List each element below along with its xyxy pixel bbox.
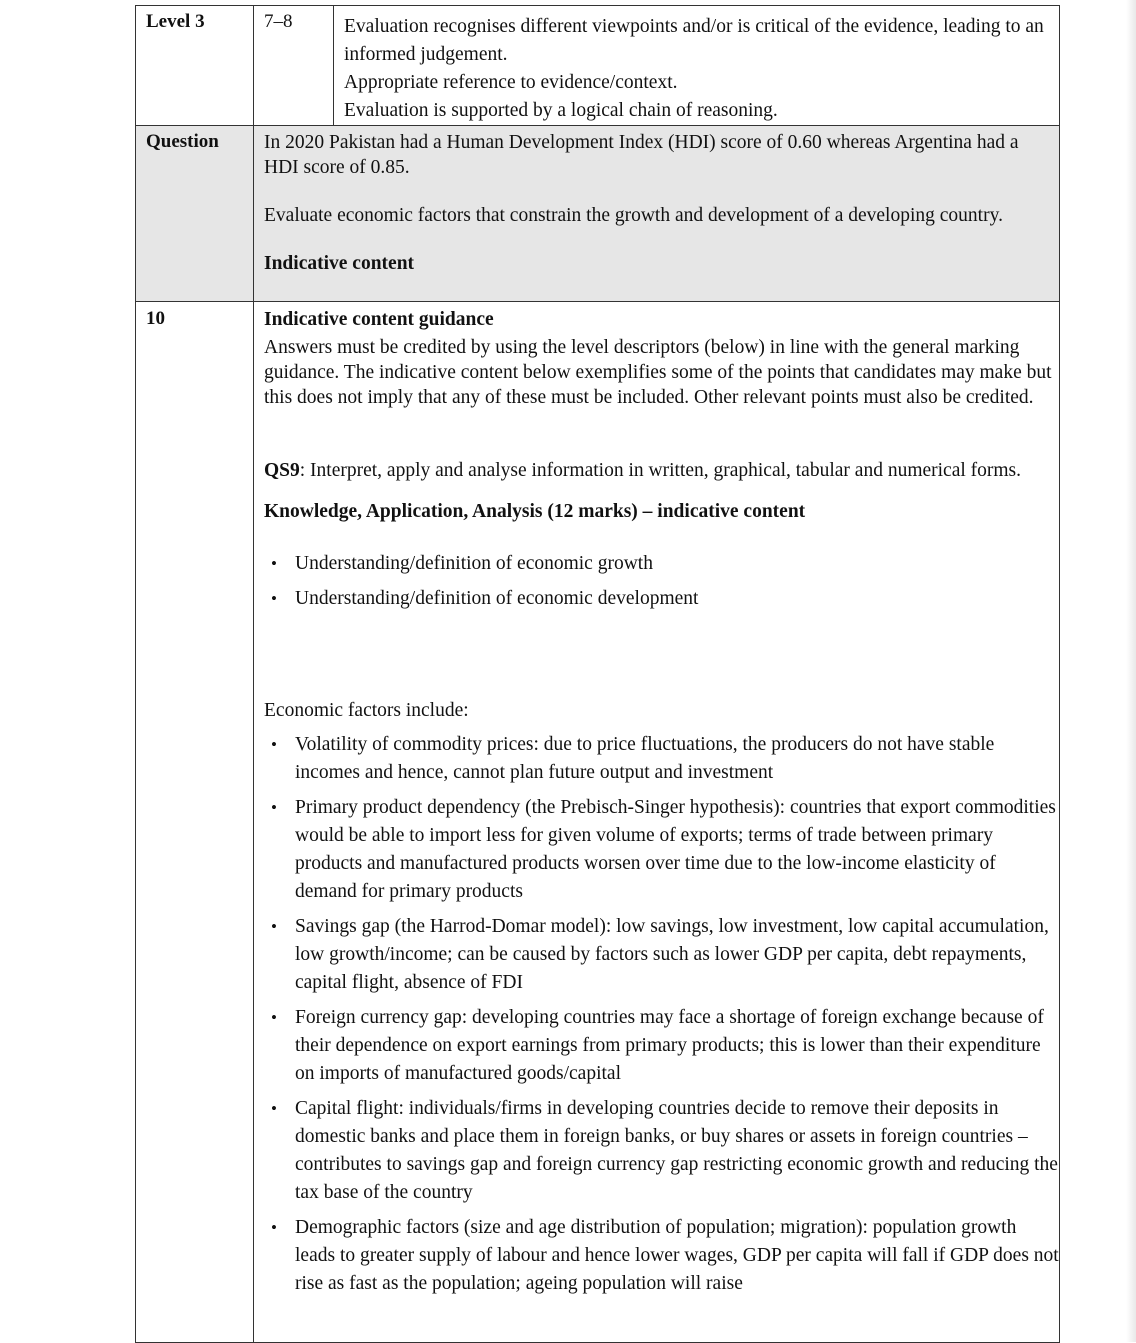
list-item: • Foreign currency gap: developing countries may face a shortage of foreign exchange because of their dependence on export earnings from primary products; this is lower than their expenditure on imports of manufactured goods/capital — [264, 1004, 1059, 1088]
guidance-heading: Indicative content guidance — [264, 309, 494, 330]
question-10-row — [136, 302, 1060, 1343]
question-prompt: Evaluate economic factors that constrain the growth and development of a developing country. — [264, 205, 1003, 226]
page-edge-shadow — [1126, 0, 1136, 1342]
factors-list — [264, 731, 1059, 1298]
bullet-icon: • — [271, 917, 277, 936]
descriptor-cell — [334, 6, 1060, 126]
bullet-icon: • — [271, 1218, 277, 1237]
factors-intro: Economic factors include: — [264, 700, 469, 721]
bullet-icon: • — [271, 1099, 277, 1118]
qs9-label: QS9 — [264, 460, 300, 481]
bullet-icon: • — [271, 735, 277, 754]
qs9-text: : Interpret, apply and analyse information in written, graphical, tabular and numerical forms. — [299, 460, 1022, 481]
understanding-list — [264, 550, 1059, 613]
marks-range: 7–8 — [264, 11, 293, 32]
list-item: • Understanding/definition of economic growth — [264, 550, 1059, 578]
list-item: • Capital flight: individuals/firms in developing countries decide to remove their deposits in domestic banks and place them in foreign banks, or buy shares or assets in foreign countries – contributes to savings gap and foreign currency gap restricting economic growth and reducing the tax base of the country — [264, 1095, 1059, 1207]
bullet-icon: • — [271, 589, 277, 608]
question-label-cell — [136, 126, 254, 302]
question-number: 10 — [146, 308, 165, 329]
marks-cell — [254, 6, 334, 126]
question-label: Question — [146, 131, 219, 152]
kaa-heading: Knowledge, Application, Analysis (12 marks) – indicative content — [264, 501, 806, 522]
bullet-icon: • — [271, 1008, 277, 1027]
question-row — [136, 126, 1060, 302]
list-item: • Volatility of commodity prices: due to price fluctuations, the producers do not have stable incomes and hence, cannot plan future output and investment — [264, 731, 1059, 787]
descriptor-text: Evaluation recognises different viewpoints and/or is critical of the evidence, leading to an informed judgement. — [344, 16, 1044, 65]
guidance-text: Answers must be credited by using the level descriptors (below) in line with the general marking guidance. The indicative content below exemplifies some of the points that candidates may make but this does not imply that any of these must be included. Other relevant points must also be credited. — [264, 337, 1052, 408]
bullet-icon: • — [271, 798, 277, 817]
question-number-cell — [136, 302, 254, 1343]
list-item: • Primary product dependency (the Prebisch-Singer hypothesis): countries that export commodities would be able to import less for given volume of exports; terms of trade between primary products and manufactured products worsen over time due to the low-income elasticity of demand for primary products — [264, 794, 1059, 906]
list-item: • Demographic factors (size and age distribution of population; migration): population growth leads to greater supply of labour and hence lower wages, GDP per capita will fall if GDP does not rise as fast as the population; ageing population will raise — [264, 1214, 1059, 1298]
level-3-row — [136, 6, 1060, 126]
mark-scheme-table — [135, 5, 1060, 1343]
level-label-cell — [136, 6, 254, 126]
list-item: • Understanding/definition of economic development — [264, 585, 1059, 613]
list-item: • Savings gap (the Harrod-Domar model): low savings, low investment, low capital accumulation, low growth/income; can be caused by factors such as lower GDP per capita, debt repayments, capital flight, absence of FDI — [264, 913, 1059, 997]
bullet-icon: • — [271, 554, 277, 573]
level-label: Level 3 — [146, 11, 205, 32]
indicative-content-cell — [254, 302, 1060, 1343]
qs9-line — [264, 458, 1059, 483]
question-context: In 2020 Pakistan had a Human Development Index (HDI) score of 0.60 whereas Argentina had a HDI score of 0.85. — [264, 132, 1019, 178]
descriptor-text: Evaluation is supported by a logical chain of reasoning. — [344, 100, 778, 121]
indicative-content-heading: Indicative content — [264, 253, 415, 274]
question-text-cell — [254, 126, 1060, 302]
descriptor-text: Appropriate reference to evidence/context. — [344, 72, 678, 93]
